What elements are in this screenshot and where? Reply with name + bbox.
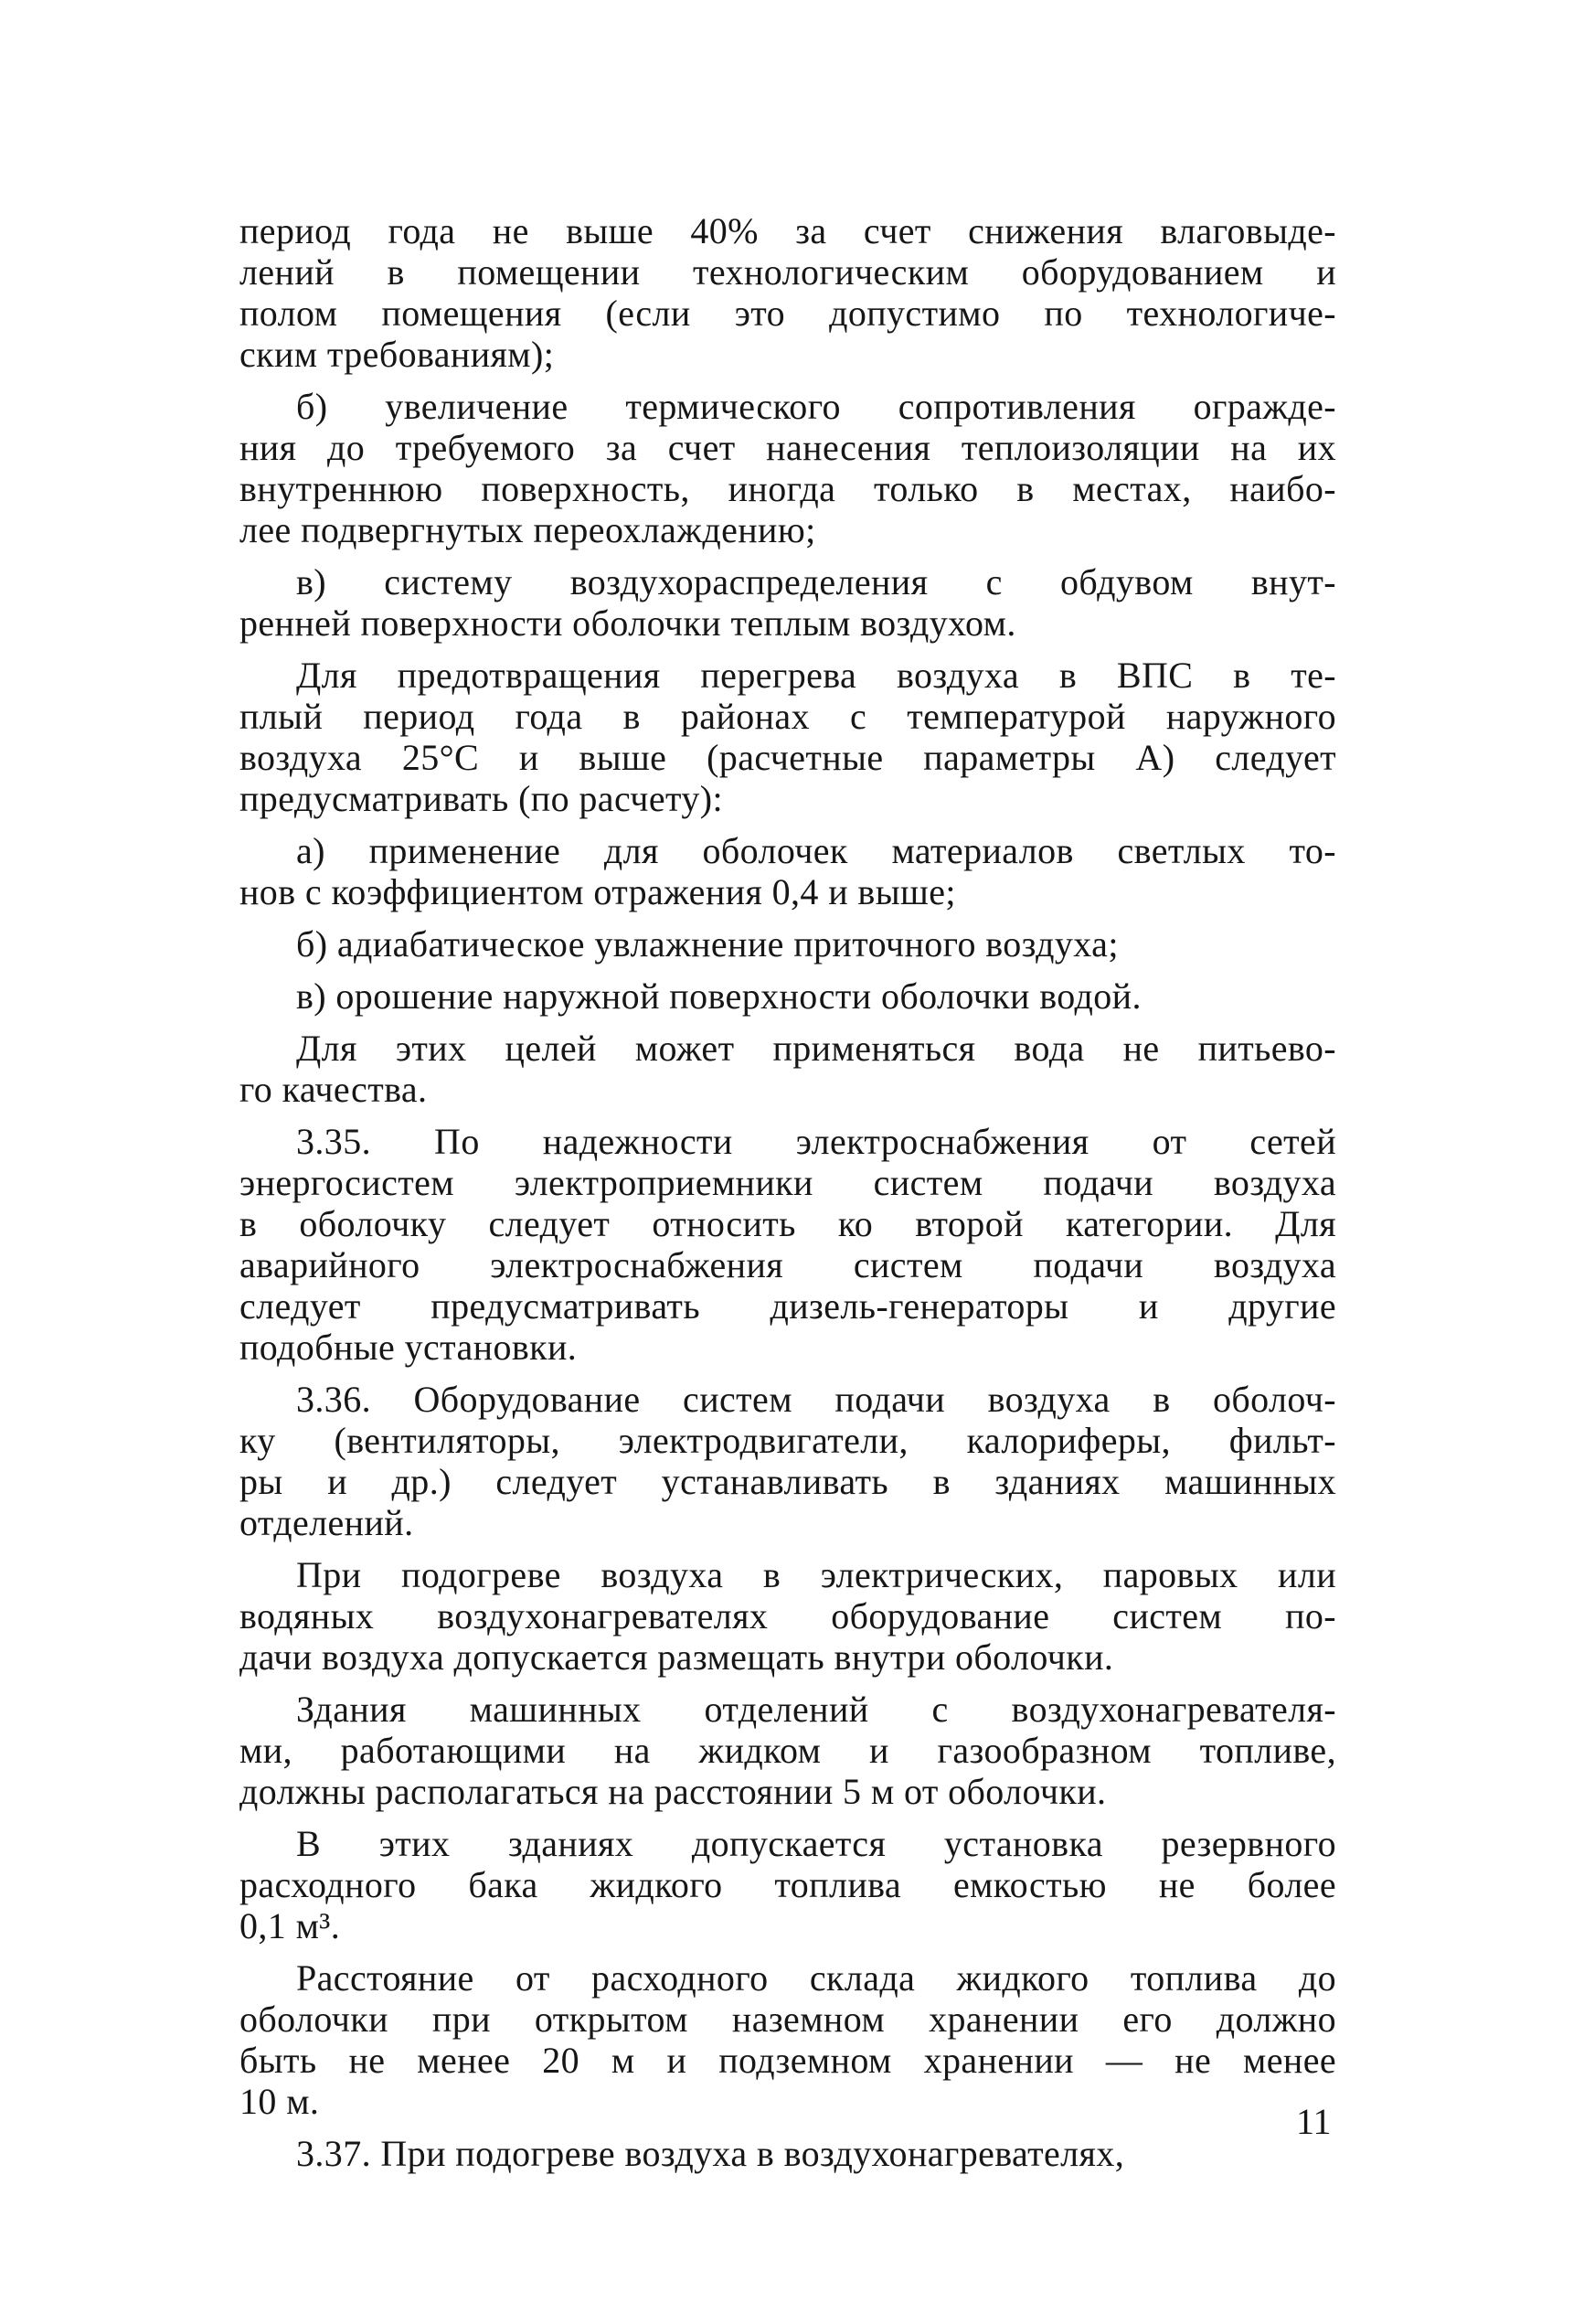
paragraph — [239, 1379, 1336, 1543]
text-line: подобные установки. — [239, 1327, 578, 1368]
text-line: б) адиабатическое увлажнение приточного воздуха; — [296, 923, 1119, 965]
paragraph-gap — [239, 912, 1336, 923]
text-line: ренней поверхности оболочки теплым воздухом. — [239, 602, 1016, 644]
paragraph-gap — [239, 819, 1336, 830]
text-line: го качества. — [239, 1069, 428, 1110]
text-line: ры и др.) следует устанавливать в зданиях машинных — [239, 1461, 1336, 1502]
text-line: а) применение для оболочек материалов светлых то- — [296, 830, 1336, 871]
paragraph — [239, 1823, 1336, 1946]
text-line: ми, работающими на жидком и газообразном топливе, — [239, 1730, 1336, 1771]
text-line: плый период года в районах с температурой наружного — [239, 696, 1336, 737]
paragraph — [239, 923, 1336, 965]
paragraph — [239, 386, 1336, 550]
text-line: энергосистем электроприемники систем подачи воздуха — [239, 1162, 1336, 1203]
paragraph-gap — [239, 2122, 1336, 2133]
text-line: б) увеличение термического сопротивления огражде- — [296, 386, 1336, 427]
text-line: 10 м. — [239, 2081, 320, 2122]
paragraph — [239, 210, 1336, 375]
text-line: внутреннюю поверхность, иногда только в местах, наибо- — [239, 468, 1336, 509]
text-line: воздуха 25°С и выше (расчетные параметры А) следует — [239, 737, 1336, 778]
text-line: аварийного электроснабжения систем подачи воздуха — [239, 1244, 1336, 1285]
text-line: Для предотвращения перегрева воздуха в ВПС в те- — [296, 655, 1336, 696]
paragraph-gap — [239, 1678, 1336, 1689]
text-line: быть не менее 20 м и подземном хранении — не менее — [239, 2040, 1336, 2081]
text-line: В этих зданиях допускается установка резервного — [296, 1823, 1336, 1864]
paragraph-gap — [239, 644, 1336, 655]
paragraph — [239, 975, 1336, 1017]
paragraph-gap — [239, 965, 1336, 975]
paragraph-gap — [239, 1812, 1336, 1823]
text-line: 3.37. При подогреве воздуха в воздухонагревателях, — [296, 2133, 1125, 2174]
text-line: нов с коэффициентом отражения 0,4 и выше; — [239, 871, 956, 912]
paragraph — [239, 561, 1336, 644]
text-line: 0,1 м³. — [239, 1905, 341, 1946]
page-number: 11 — [1296, 2101, 1332, 2142]
text-line: ским требованиям); — [239, 334, 555, 375]
text-line: При подогреве воздуха в электрических, паровых или — [296, 1554, 1336, 1595]
text-line: предусматривать (по расчету): — [239, 778, 723, 819]
text-line: в) систему воздухораспределения с обдувом внут- — [296, 561, 1336, 602]
paragraph-gap — [239, 1946, 1336, 1957]
text-line: ку (вентиляторы, электродвигатели, калориферы, фильт- — [239, 1420, 1336, 1461]
text-line: период года не выше 40% за счет снижения влаговыде- — [239, 210, 1336, 251]
text-line: лений в помещении технологическим оборудованием и — [239, 251, 1336, 293]
paragraph-gap — [239, 550, 1336, 561]
text-line: должны располагаться на расстоянии 5 м от оболочки. — [239, 1771, 1107, 1812]
paragraph-gap — [239, 375, 1336, 386]
text-line: полом помещения (если это допустимо по технологиче- — [239, 293, 1336, 334]
text-line: в) орошение наружной поверхности оболочки водой. — [296, 975, 1142, 1017]
text-line: дачи воздуха допускается размещать внутри оболочки. — [239, 1636, 1114, 1678]
text-line: в оболочку следует относить ко второй категории. Для — [239, 1203, 1336, 1244]
paragraph — [239, 1689, 1336, 1812]
text-line: ния до требуемого за счет нанесения теплоизоляции на их — [239, 427, 1336, 468]
text-line: Расстояние от расходного склада жидкого топлива до — [296, 1957, 1336, 1999]
text-line: следует предусматривать дизель-генераторы и другие — [239, 1285, 1336, 1327]
text-line: Здания машинных отделений с воздухонагревателя- — [296, 1689, 1336, 1730]
paragraph — [239, 655, 1336, 819]
text-line: Для этих целей может применяться вода не питьево- — [296, 1028, 1336, 1069]
paragraph — [239, 1554, 1336, 1678]
paragraph — [239, 1028, 1336, 1110]
paragraph — [239, 1957, 1336, 2122]
paragraph — [239, 2133, 1336, 2174]
text-line: расходного бака жидкого топлива емкостью не более — [239, 1864, 1336, 1905]
paragraph — [239, 830, 1336, 912]
text-line: отделений. — [239, 1502, 414, 1543]
page-body — [239, 210, 1336, 2174]
paragraph-gap — [239, 1110, 1336, 1121]
text-line: водяных воздухонагревателях оборудование систем по- — [239, 1595, 1336, 1636]
text-line: 3.36. Оборудование систем подачи воздуха в оболоч- — [296, 1379, 1336, 1420]
paragraph-gap — [239, 1017, 1336, 1028]
text-line: 3.35. По надежности электроснабжения от сетей — [296, 1121, 1336, 1162]
paragraph-gap — [239, 1368, 1336, 1379]
text-line: лее подвергнутых переохлаждению; — [239, 509, 816, 550]
paragraph — [239, 1121, 1336, 1368]
paragraph-gap — [239, 1543, 1336, 1554]
text-line: оболочки при открытом наземном хранении его должно — [239, 1999, 1336, 2040]
